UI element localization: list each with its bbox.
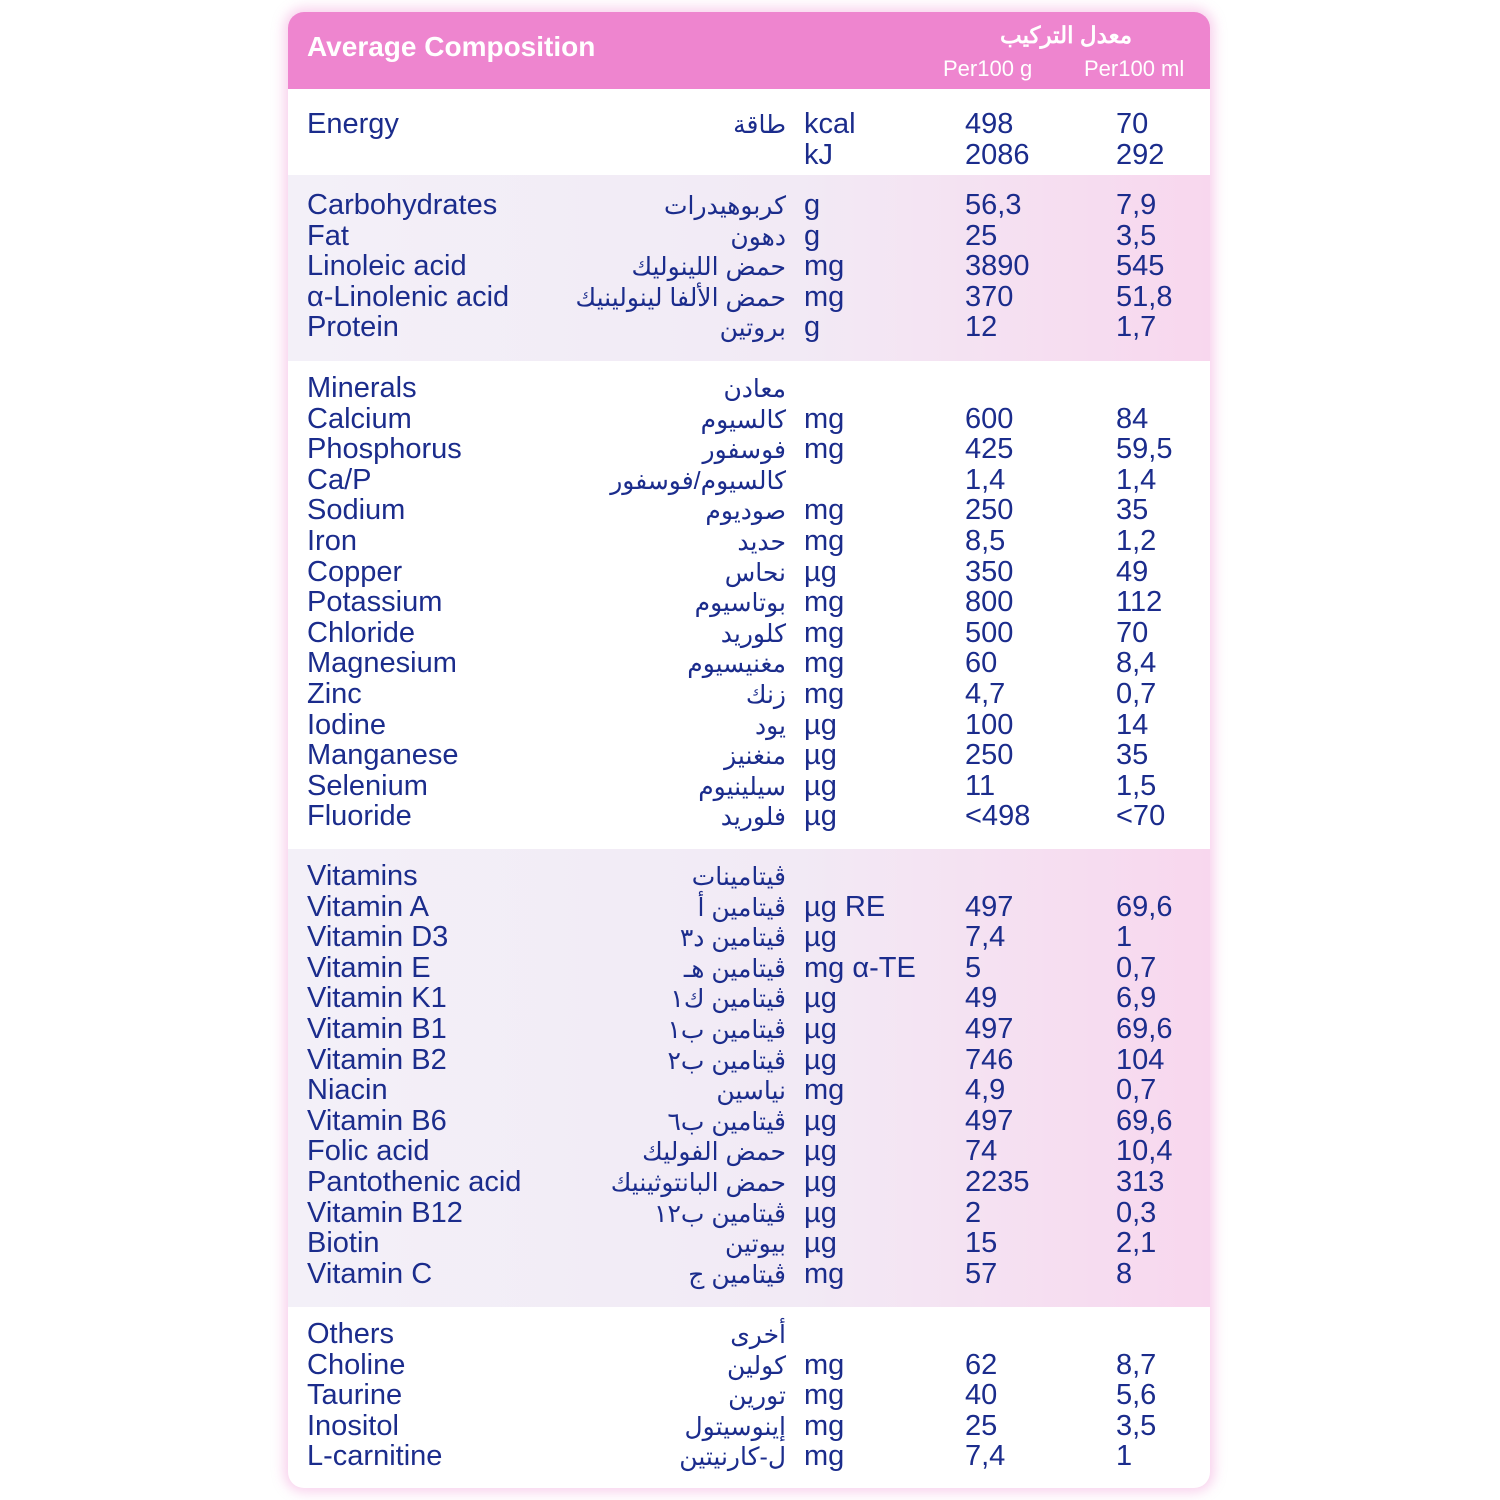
column-header-per100g: Per100 g — [943, 56, 1033, 81]
nutrient-name: Vitamins — [307, 860, 418, 892]
table-row — [288, 740, 1210, 771]
unit: g — [804, 311, 821, 344]
column-header-per100ml: Per100 ml — [1084, 56, 1185, 81]
nutrient-name-arabic: حديد — [737, 528, 786, 556]
unit: mg — [804, 1257, 845, 1290]
value-per100ml: 1,4 — [1116, 463, 1157, 496]
nutrient-name: Ca/P — [307, 463, 372, 496]
nutrient-name-arabic: حمض الألفا لينولينيك — [575, 283, 786, 312]
table-row — [288, 1106, 1210, 1137]
nutrient-name-arabic: نحاس — [724, 558, 786, 587]
nutrient-name: Energy — [307, 108, 399, 140]
nutrient-name: Iodine — [307, 708, 387, 741]
table-header — [288, 12, 1210, 89]
value-per100ml: 69,6 — [1116, 890, 1173, 923]
table-row — [288, 861, 1210, 892]
nutrient-name-arabic: ڤيتامين د٣ — [679, 924, 786, 953]
table-row — [288, 1411, 1210, 1442]
value-per100ml: 545 — [1116, 250, 1165, 283]
value-per100ml: 59,5 — [1116, 433, 1173, 466]
nutrient-name-arabic: ڤيتامين ب١٢ — [654, 1199, 786, 1228]
value-per100g: 497 — [965, 890, 1014, 923]
value-per100g: 57 — [965, 1257, 998, 1290]
value-per100ml: 1,7 — [1116, 311, 1157, 344]
nutrient-name-arabic: دهون — [730, 222, 786, 251]
table-row — [288, 404, 1210, 435]
value-per100ml: 0,3 — [1116, 1196, 1157, 1229]
value-per100g: 250 — [965, 494, 1014, 527]
value-per100ml: 1 — [1116, 921, 1133, 954]
unit: µg — [804, 1227, 837, 1260]
value-per100g: 2 — [965, 1196, 982, 1229]
table-row — [288, 1045, 1210, 1076]
nutrient-name-arabic: كالسيوم — [700, 405, 786, 434]
nutrient-name-arabic: يود — [754, 711, 786, 740]
value-per100ml: 1,2 — [1116, 525, 1157, 557]
nutrient-name-arabic: مغنيسيوم — [687, 650, 786, 679]
value-per100ml: 0,7 — [1116, 1074, 1157, 1107]
nutrient-name-arabic: ڤيتامين ب٦ — [667, 1107, 786, 1136]
value-per100ml: 70 — [1116, 616, 1149, 649]
value-per100ml: 7,9 — [1116, 189, 1157, 221]
table-row — [288, 1380, 1210, 1411]
table-row — [288, 1350, 1210, 1381]
nutrient-name-arabic: حمض اللينوليك — [631, 253, 786, 282]
value-per100ml: 10,4 — [1116, 1135, 1173, 1168]
unit: µg — [804, 921, 837, 954]
nutrient-name-arabic: كالسيوم/فوسفور — [610, 466, 786, 495]
value-per100g: 746 — [965, 1043, 1014, 1076]
nutrient-name: Carbohydrates — [307, 189, 498, 221]
table-row — [288, 1259, 1210, 1290]
nutrient-name-arabic: ل-كارنيتين — [679, 1443, 786, 1472]
nutrient-name: Linoleic acid — [307, 250, 467, 283]
value-per100g: 60 — [965, 647, 998, 680]
nutrient-name-arabic: ڤيتامين أ — [697, 893, 786, 922]
nutrient-name: Fluoride — [307, 800, 412, 833]
value-per100g: 25 — [965, 219, 998, 252]
table-row — [288, 648, 1210, 679]
value-per100ml: <70 — [1116, 800, 1166, 833]
nutrient-name: Choline — [307, 1348, 406, 1381]
nutrient-name-arabic: بوتاسيوم — [694, 589, 786, 618]
nutrient-name-arabic: نياسين — [716, 1077, 786, 1106]
nutrient-name: Minerals — [307, 372, 417, 404]
nutrient-name: Taurine — [307, 1379, 403, 1412]
nutrient-name: Phosphorus — [307, 433, 462, 466]
unit: µg — [804, 1135, 837, 1168]
value-per100g: 425 — [965, 433, 1014, 466]
value-per100ml: 35 — [1116, 739, 1149, 772]
value-per100ml: 35 — [1116, 494, 1149, 527]
nutrient-name-arabic: ڤيتامين ب٢ — [667, 1046, 786, 1075]
value-per100ml: 5,6 — [1116, 1379, 1157, 1412]
nutrient-name: Chloride — [307, 616, 415, 649]
nutrient-name-arabic: كلوريد — [720, 619, 786, 648]
value-per100g: 49 — [965, 982, 998, 1015]
value-per100ml: 84 — [1116, 402, 1149, 435]
unit: µg — [804, 1196, 837, 1229]
value-per100ml: 112 — [1116, 586, 1163, 619]
unit: mg — [804, 586, 845, 619]
value-per100g: 497 — [965, 1104, 1014, 1137]
unit: µg — [804, 1166, 837, 1198]
unit: kcal — [804, 108, 856, 140]
table-row — [288, 251, 1210, 282]
value-per100ml: 8 — [1116, 1257, 1133, 1290]
table-row — [288, 1014, 1210, 1045]
unit: µg — [804, 739, 837, 772]
value-per100g: 498 — [965, 108, 1014, 140]
nutrient-name-arabic: بيوتين — [725, 1230, 786, 1259]
value-per100g: 600 — [965, 402, 1014, 435]
value-per100ml: 8,4 — [1116, 647, 1157, 680]
unit: µg — [804, 555, 837, 588]
table-row — [288, 434, 1210, 465]
value-per100g: 4,7 — [965, 678, 1006, 710]
table-title-arabic: معدل التركيب — [1000, 22, 1133, 48]
value-per100ml: 104 — [1116, 1043, 1165, 1076]
nutrient-name-arabic: ڤيتامين ك١ — [670, 985, 786, 1014]
table-row — [288, 953, 1210, 984]
table-title: Average Composition — [307, 31, 596, 62]
unit: mg — [804, 525, 845, 557]
table-row — [288, 109, 1210, 140]
nutrient-name-arabic: تورين — [728, 1382, 786, 1411]
table-row — [288, 312, 1210, 343]
nutrient-name-arabic: منغنيز — [724, 742, 786, 771]
table-row — [288, 1228, 1210, 1259]
nutrient-name-arabic: حمض الفوليك — [642, 1138, 786, 1167]
table-row — [288, 495, 1210, 526]
nutrient-name-arabic: زنك — [745, 681, 786, 709]
value-per100g: <498 — [965, 800, 1031, 833]
table-row — [288, 282, 1210, 313]
nutrient-name: Vitamin D3 — [307, 921, 449, 954]
nutrient-name-arabic: إينوسيتول — [684, 1412, 786, 1441]
table-row — [288, 587, 1210, 618]
value-per100ml: 3,5 — [1116, 1409, 1157, 1442]
value-per100ml: 2,1 — [1116, 1227, 1157, 1260]
nutrient-name: Folic acid — [307, 1135, 430, 1168]
table-row — [288, 190, 1210, 221]
nutrient-name-arabic: فوسفور — [702, 436, 786, 465]
nutrient-name: Calcium — [307, 402, 412, 435]
value-per100g: 7,4 — [965, 1440, 1006, 1473]
value-per100g: 250 — [965, 739, 1014, 772]
value-per100g: 350 — [965, 555, 1014, 588]
value-per100g: 8,5 — [965, 525, 1006, 557]
nutrient-name: Selenium — [307, 769, 428, 802]
table-row — [288, 1319, 1210, 1350]
composition-table — [288, 12, 1210, 1488]
value-per100g: 1,4 — [965, 463, 1006, 496]
unit: mg — [804, 402, 845, 435]
value-per100g: 11 — [965, 769, 996, 802]
nutrient-name: Vitamin B12 — [307, 1196, 463, 1229]
nutrient-name: Vitamin K1 — [307, 982, 447, 1015]
nutrient-name-arabic: طاقة — [733, 111, 786, 139]
table-row — [288, 922, 1210, 953]
value-per100g: 56,3 — [965, 189, 1022, 221]
table-row — [288, 221, 1210, 252]
nutrient-name: Protein — [307, 311, 399, 344]
nutrient-name-arabic: فلوريد — [720, 803, 786, 832]
unit: µg — [804, 800, 837, 833]
table-row — [288, 1075, 1210, 1106]
nutrient-name: Vitamin B2 — [307, 1043, 447, 1076]
nutrient-name: Vitamin E — [307, 951, 431, 984]
value-per100g: 12 — [965, 311, 998, 344]
nutrient-name: Vitamin B1 — [307, 1013, 447, 1045]
table-row — [288, 892, 1210, 923]
value-per100g: 3890 — [965, 250, 1030, 283]
nutrient-name: Iron — [307, 525, 357, 557]
nutrient-name-arabic: سيلينيوم — [698, 772, 786, 801]
table-row — [288, 1136, 1210, 1167]
table-row — [288, 1441, 1210, 1472]
value-per100ml: 8,7 — [1116, 1348, 1157, 1381]
value-per100ml: 1 — [1116, 1440, 1133, 1473]
nutrient-name: Pantothenic acid — [307, 1166, 522, 1198]
nutrient-name: Others — [307, 1318, 395, 1350]
value-per100ml: 292 — [1116, 138, 1165, 171]
value-per100g: 25 — [965, 1409, 998, 1442]
value-per100ml: 0,7 — [1116, 951, 1157, 984]
unit: µg — [804, 1043, 837, 1076]
table-row — [288, 557, 1210, 588]
nutrient-name-arabic: كربوهيدرات — [664, 192, 786, 220]
value-per100ml: 51,8 — [1116, 280, 1173, 313]
nutrient-name: Biotin — [307, 1227, 380, 1260]
value-per100g: 62 — [965, 1348, 998, 1381]
value-per100ml: 313 — [1116, 1166, 1165, 1198]
nutrient-name-arabic: بروتين — [719, 314, 786, 343]
table-row — [288, 140, 1210, 171]
nutrient-name-arabic: ڤيتامين هـ — [683, 954, 786, 983]
unit: µg — [804, 1104, 837, 1137]
nutrient-name-arabic: أخرى — [730, 1321, 786, 1349]
value-per100g: 2235 — [965, 1166, 1030, 1198]
unit: µg RE — [804, 890, 886, 923]
unit: µg — [804, 708, 837, 741]
table-row — [288, 1198, 1210, 1229]
value-per100g: 2086 — [965, 138, 1030, 171]
value-per100ml: 6,9 — [1116, 982, 1157, 1015]
value-per100g: 74 — [965, 1135, 998, 1168]
value-per100ml: 0,7 — [1116, 678, 1157, 710]
value-per100g: 40 — [965, 1379, 998, 1412]
value-per100g: 500 — [965, 616, 1014, 649]
unit: mg — [804, 678, 845, 710]
unit: mg α-TE — [804, 951, 916, 984]
value-per100ml: 69,6 — [1116, 1013, 1173, 1045]
unit: mg — [804, 433, 845, 466]
value-per100g: 800 — [965, 586, 1014, 619]
nutrient-name: Magnesium — [307, 647, 457, 680]
table-row — [288, 983, 1210, 1014]
nutrient-name-arabic: حمض البانتوثينيك — [610, 1169, 786, 1197]
nutrient-name: L-carnitine — [307, 1440, 443, 1473]
unit: µg — [804, 769, 837, 802]
nutrient-name: Manganese — [307, 739, 459, 772]
nutrient-name: Niacin — [307, 1074, 388, 1107]
value-per100ml: 49 — [1116, 555, 1149, 588]
value-per100g: 5 — [965, 951, 982, 984]
unit: mg — [804, 647, 845, 680]
table-row — [288, 801, 1210, 832]
unit: µg — [804, 1013, 837, 1045]
nutrient-name: Vitamin B6 — [307, 1104, 447, 1137]
nutrient-name: Inositol — [307, 1409, 399, 1442]
value-per100ml: 70 — [1116, 108, 1149, 140]
table-row — [288, 710, 1210, 741]
value-per100g: 7,4 — [965, 921, 1006, 954]
nutrient-name: Potassium — [307, 586, 443, 619]
nutrient-name: Sodium — [307, 494, 406, 527]
nutrient-name: Vitamin C — [307, 1257, 433, 1290]
nutrient-name: α-Linolenic acid — [307, 280, 510, 313]
unit: g — [804, 219, 821, 252]
unit: mg — [804, 280, 845, 313]
nutrient-name-arabic: صوديوم — [705, 497, 786, 526]
table-row — [288, 771, 1210, 802]
table-row — [288, 526, 1210, 557]
nutrient-name-arabic: ڤيتامينات — [691, 863, 786, 891]
value-per100ml: 1,5 — [1116, 769, 1157, 802]
unit: mg — [804, 1409, 845, 1442]
unit: mg — [804, 1348, 845, 1381]
table-row — [288, 1167, 1210, 1198]
unit: mg — [804, 494, 845, 527]
unit: mg — [804, 1074, 845, 1107]
unit: µg — [804, 982, 837, 1015]
unit: mg — [804, 616, 845, 649]
nutrient-name-arabic: ڤيتامين ج — [688, 1260, 786, 1289]
value-per100g: 100 — [965, 708, 1014, 741]
value-per100g: 15 — [965, 1227, 998, 1260]
value-per100g: 370 — [965, 280, 1014, 313]
value-per100ml: 69,6 — [1116, 1104, 1173, 1137]
nutrient-name-arabic: ڤيتامين ب١ — [667, 1016, 786, 1044]
table-row — [288, 618, 1210, 649]
value-per100g: 4,9 — [965, 1074, 1006, 1107]
nutrient-name-arabic: كولين — [726, 1351, 786, 1380]
value-per100ml: 14 — [1116, 708, 1149, 741]
unit: g — [804, 189, 821, 221]
value-per100ml: 3,5 — [1116, 219, 1157, 252]
unit: kJ — [804, 138, 833, 171]
unit: mg — [804, 250, 845, 283]
nutrient-name: Vitamin A — [307, 890, 429, 923]
unit: mg — [804, 1440, 845, 1473]
table-row — [288, 373, 1210, 404]
value-per100g: 497 — [965, 1013, 1014, 1045]
table-row — [288, 679, 1210, 710]
nutrient-name-arabic: معادن — [723, 375, 786, 403]
nutrient-name: Fat — [307, 219, 349, 252]
unit: mg — [804, 1379, 845, 1412]
nutrient-name: Copper — [307, 555, 403, 588]
nutrient-name: Zinc — [307, 678, 362, 710]
table-row — [288, 465, 1210, 496]
